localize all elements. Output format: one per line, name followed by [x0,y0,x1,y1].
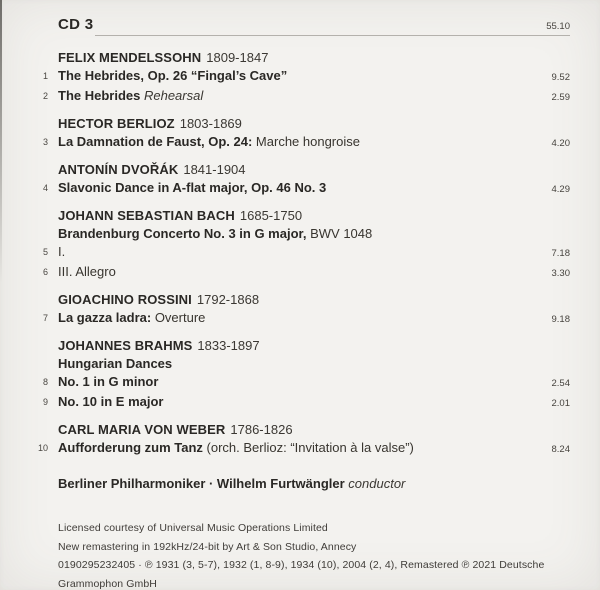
section-bach [42,207,570,283]
composer-line [58,49,570,67]
credits-block [58,519,570,590]
track-title-main: The Hebrides [58,88,141,103]
composer-years: 1786-1826 [230,422,293,437]
track-title [58,67,287,85]
track-title-main: La Damnation de Faust, Op. 24: [58,134,253,149]
track-title-main: The Hebrides, Op. 26 “Fingal’s Cave” [58,68,288,83]
track-duration: 4.29 [551,184,570,195]
track-number: 2 [42,91,48,101]
section-berlioz [42,115,570,153]
section-dvorak [42,161,570,199]
composer-name: ANTONÍN DVOŘÁK [58,162,179,177]
credits-line: 0190295232405 · ℗ 1931 (3, 5-7), 1932 (1, 8-9), 1934 (10), 2004 (2, 4), Remastered ℗ 2021 Deutsche [58,559,545,571]
credits-line: Grammophon GmbH [58,577,157,590]
track-title [58,373,158,391]
work-title-line [58,355,570,373]
track-title-italic-note: Rehearsal [140,88,204,103]
composer-line [58,291,570,309]
track-number: 1 [42,71,48,81]
track-title-main: Aufforderung zum Tanz [58,440,203,455]
disc-header [58,16,570,34]
composer-name: GIOACHINO ROSSINI [58,292,192,307]
composer-line [58,115,570,133]
track-duration: 2.59 [551,92,570,103]
credits-line: Licensed courtesy of Universal Music Operations Limited [58,522,328,534]
track-title-note: Marche hongroise [252,134,360,149]
section-mendelssohn [42,49,570,107]
track-title-note: Overture [151,310,206,325]
track-title-main: No. 10 in E major [58,394,164,409]
track-title [58,243,65,261]
track-row [42,133,570,153]
composer-years: 1792-1868 [196,292,260,307]
composer-name: JOHANNES BRAHMS [58,338,193,353]
track-title [58,87,203,105]
performer-role: conductor [344,476,406,491]
track-title [58,179,326,197]
track-duration: 7.18 [551,248,570,259]
track-duration: 2.01 [551,398,570,409]
credits-line: New remastering in 192kHz/24-bit by Art & Son Studio, Annecy [58,540,357,553]
track-title [58,133,360,151]
composer-name: FELIX MENDELSSOHN [58,50,202,65]
disc-total-duration: 55.10 [546,21,570,32]
disc-label: CD 3 [58,16,94,33]
track-title-note: III. Allegro [58,264,116,279]
track-number: 9 [42,397,48,407]
track-title-main: No. 1 in G minor [58,374,159,389]
track-row [42,243,570,263]
composer-line [58,161,570,179]
track-duration: 3.30 [551,268,570,279]
composer-name: JOHANN SEBASTIAN BACH [58,208,235,223]
work-note: BWV 1048 [306,226,373,241]
track-row [42,393,570,413]
track-duration: 9.52 [551,72,570,83]
track-number: 7 [42,313,48,323]
section-weber [37,421,570,459]
track-duration: 4.20 [551,138,570,149]
track-duration: 8.24 [551,444,570,455]
work-title-line [58,225,570,243]
track-row [42,263,570,283]
performers-line [58,475,570,493]
composer-years: 1803-1869 [179,116,242,131]
performer-names: Berliner Philharmoniker · Wilhelm Furtwängler [58,476,345,491]
track-row [42,309,570,329]
track-row [42,87,570,107]
composer-years: 1685-1750 [239,208,303,223]
work-title: Hungarian Dances [58,356,173,371]
track-row [42,373,570,393]
composer-name: HECTOR BERLIOZ [58,116,175,131]
composer-years: 1841-1904 [183,162,246,177]
track-row [42,179,570,199]
track-title-main: Slavonic Dance in A-flat major, Op. 46 No. 3 [58,180,327,195]
track-number: 10 [37,443,48,453]
track-duration: 2.54 [551,378,570,389]
section-brahms [42,337,570,413]
track-title-note: (orch. Berlioz: “Invitation à la valse”) [202,440,414,455]
section-rossini [42,291,570,329]
track-title [58,393,163,411]
composer-years: 1809-1847 [206,50,269,65]
header-rule [95,35,570,36]
track-title [58,439,414,457]
composer-line [58,207,570,225]
track-title-note: I. [58,244,66,259]
composer-line [58,421,570,439]
composer-name: CARL MARIA VON WEBER [58,422,226,437]
track-duration: 9.18 [551,314,570,325]
work-title: Brandenburg Concerto No. 3 in G major, [58,226,307,241]
track-title [58,263,116,281]
track-number: 6 [42,267,48,277]
track-row [42,67,570,87]
track-title-main: La gazza ladra: [58,310,152,325]
track-title [58,309,205,327]
composer-years: 1833-1897 [197,338,260,353]
page-edge-shadow [0,0,2,283]
composer-line [58,337,570,355]
track-row [37,439,570,459]
track-number: 3 [42,137,48,147]
track-number: 5 [42,247,48,257]
track-number: 4 [42,183,48,193]
track-number: 8 [42,377,48,387]
